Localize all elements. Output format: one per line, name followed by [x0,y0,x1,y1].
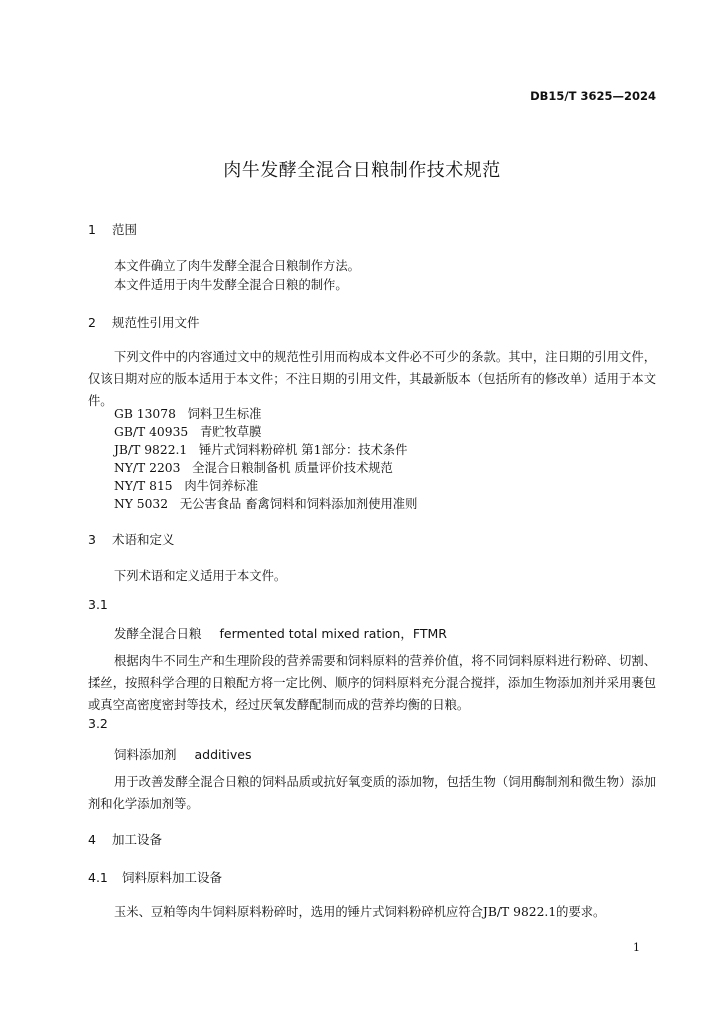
section-3-heading [88,530,175,548]
term-entry [114,624,447,642]
reference-name: 全混合日粮制备机 质量评价技术规范 [192,461,393,475]
scope-line-1: 本文件确立了肉牛发酵全混合日粮制作方法。 [114,259,360,273]
section-title: 术语和定义 [111,532,175,547]
standard-code: DB15/T 3625—2024 [530,89,656,103]
reference-code: NY/T 815 [114,479,173,493]
term-definition: 根据肉牛不同生产和生理阶段的营养需要和饲料原料的营养价值，将不同饲料原料进行粉碎、切割、揉丝，按照科学合理的日粮配方将一定比例、顺序的饲料原料充分混合搅拌，添加生物添加剂并采用裹包或真空高密度密封等技术，经过厌氧发酵配制而成的营养均衡的日粮。 [88,654,656,712]
section-title: 规范性引用文件 [111,315,200,330]
section-2-heading [88,313,200,331]
reference-code: GB 13078 [114,407,176,421]
subsection-4-1-heading [88,868,222,886]
term-chinese: 饲料添加剂 [114,747,177,762]
scope-line-2: 本文件适用于肉牛发酵全混合日粮的制作。 [114,278,348,292]
document-title: 肉牛发酵全混合日粮制作技术规范 [223,160,501,181]
subsection-title: 饲料原料加工设备 [121,870,222,885]
reference-name: 肉牛饲养标准 [184,479,259,493]
reference-code: GB/T 40935 [114,425,189,439]
reference-code: NY 5032 [114,497,169,511]
equipment-requirement: 玉米、豆粕等肉牛饲料原料粉碎时，选用的锤片式饲料粉碎机应符合JB/T 9822.1的要求。 [114,905,606,919]
clause-number: 3.2 [88,716,108,731]
section-title: 加工设备 [111,832,162,847]
reference-item [114,458,393,476]
reference-item [114,476,258,494]
reference-code: NY/T 2203 [114,461,181,475]
section-4-heading [88,830,162,848]
section-number: 3 [88,532,96,547]
section-number: 4 [88,832,96,847]
section-1-heading [88,220,137,238]
normative-references-paragraph: 下列文件中的内容通过文中的规范性引用而构成本文件必不可少的条款。其中，注日期的引用文件，仅该日期对应的版本适用于本文件；不注日期的引用文件，其最新版本（包括所有的修改单）适用于本文件。 [88,350,656,408]
reference-item [114,440,407,458]
page-number: 1 [633,941,640,954]
term-english: fermented total mixed ration，FTMR [219,626,447,641]
term-definition: 用于改善发酵全混合日粮的饲料品质或抗好氧变质的添加物，包括生物（饲用酶制剂和微生物）添加剂和化学添加剂等。 [88,775,656,811]
clause-number: 3.1 [88,597,108,612]
terms-intro: 下列术语和定义适用于本文件。 [114,569,287,583]
section-title: 范围 [111,222,137,237]
term-entry [114,745,251,763]
section-number: 2 [88,315,96,330]
reference-item [114,494,417,512]
reference-name: 饲料卫生标准 [187,407,262,421]
reference-name: 锤片式饲料粉碎机 第1部分：技术条件 [198,443,408,457]
reference-item [114,404,261,422]
reference-name: 青贮牧草膜 [199,425,262,439]
reference-name: 无公害食品 畜禽饲料和饲料添加剂使用准则 [179,497,418,511]
term-chinese: 发酵全混合日粮 [114,626,202,641]
reference-item [114,422,261,440]
subsection-number: 4.1 [88,870,108,885]
term-english: additives [194,747,252,762]
section-number: 1 [88,222,96,237]
reference-code: JB/T 9822.1 [114,443,188,457]
